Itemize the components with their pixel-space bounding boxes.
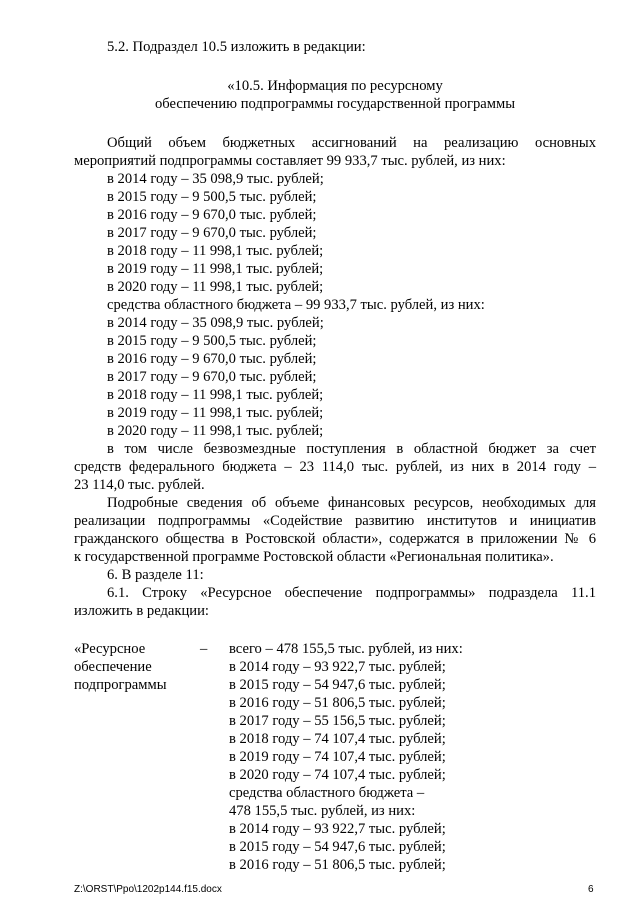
years2-item: в 2020 году – 11 998,1 тыс. рублей;	[107, 423, 324, 439]
table-value-line: в 2018 году – 74 107,4 тыс. рублей;	[229, 731, 446, 747]
table-value-line: в 2016 году – 51 806,5 тыс. рублей;	[229, 695, 446, 711]
table-value-line: в 2016 году – 51 806,5 тыс. рублей;	[229, 857, 446, 873]
years2-item: в 2018 году – 11 998,1 тыс. рублей;	[107, 387, 324, 403]
years2-item: в 2015 году – 9 500,5 тыс. рублей;	[107, 333, 317, 349]
years1-item: в 2018 году – 11 998,1 тыс. рублей;	[107, 243, 324, 259]
table-value-line: всего – 478 155,5 тыс. рублей, из них:	[229, 641, 463, 657]
section6-heading: 6. В разделе 11:	[107, 567, 204, 583]
table-value-line: в 2015 году – 54 947,6 тыс. рублей;	[229, 677, 446, 693]
section61-line-1: 6.1. Строку «Ресурсное обеспечение подпрограммы» подраздела 11.1	[107, 585, 596, 601]
oblast-intro: средства областного бюджета – 99 933,7 тыс. рублей, из них:	[107, 297, 485, 313]
para1-line-2: мероприятий подпрограммы составляет 99 933,7 тыс. рублей, из них:	[74, 153, 506, 169]
details-line-3: гражданского общества в Ростовской области», содержатся в приложении № 6	[74, 531, 596, 547]
table-label-line: подпрограммы	[74, 677, 167, 693]
table-value-line: в 2014 году – 93 922,7 тыс. рублей;	[229, 659, 446, 675]
table-label-line: «Ресурсное	[74, 641, 146, 657]
years1-item: в 2017 году – 9 670,0 тыс. рублей;	[107, 225, 317, 241]
years1-item: в 2019 году – 11 998,1 тыс. рублей;	[107, 261, 324, 277]
table-value-line: 478 155,5 тыс. рублей, из них:	[229, 803, 416, 819]
details-line-1: Подробные сведения об объеме финансовых ресурсов, необходимых для	[107, 495, 596, 511]
table-value-line: в 2014 году – 93 922,7 тыс. рублей;	[229, 821, 446, 837]
section-title-line-1: «10.5. Информация по ресурсному	[227, 78, 443, 94]
heading: 5.2. Подраздел 10.5 изложить в редакции:	[107, 39, 366, 55]
footer-file-path: Z:\ORST\Ppo\1202p144.f15.docx	[74, 884, 222, 895]
table-value-line: в 2017 году – 55 156,5 тыс. рублей;	[229, 713, 446, 729]
details-line-2: реализации подпрограммы «Содействие развитию институтов и инициатив	[74, 513, 596, 529]
years1-item: в 2020 году – 11 998,1 тыс. рублей;	[107, 279, 324, 295]
years1-item: в 2015 году – 9 500,5 тыс. рублей;	[107, 189, 317, 205]
table-label-line: обеспечение	[74, 659, 152, 675]
section61-line-2: изложить в редакции:	[74, 603, 209, 619]
table-dash: –	[200, 641, 208, 657]
years2-item: в 2014 году – 35 098,9 тыс. рублей;	[107, 315, 324, 331]
section-title-line-2: обеспечению подпрограммы государственной программы	[154, 96, 516, 112]
table-value-line: в 2015 году – 54 947,6 тыс. рублей;	[229, 839, 446, 855]
federal-line-1: в том числе безвозмездные поступления в областной бюджет за счет	[107, 441, 596, 457]
para1-line-1: Общий объем бюджетных ассигнований на реализацию основных	[107, 135, 596, 151]
table-value-line: средства областного бюджета –	[229, 785, 425, 801]
federal-line-2: средств федерального бюджета – 23 114,0 тыс. рублей, из них в 2014 году –	[74, 459, 596, 475]
details-line-4: к государственной программе Ростовской области «Региональная политика».	[74, 549, 554, 565]
years1-item: в 2014 году – 35 098,9 тыс. рублей;	[107, 171, 324, 187]
table-value-line: в 2019 году – 74 107,4 тыс. рублей;	[229, 749, 446, 765]
page-number: 6	[588, 884, 594, 895]
federal-line-3: 23 114,0 тыс. рублей.	[74, 477, 205, 493]
years2-item: в 2019 году – 11 998,1 тыс. рублей;	[107, 405, 324, 421]
years1-item: в 2016 году – 9 670,0 тыс. рублей;	[107, 207, 317, 223]
table-value-line: в 2020 году – 74 107,4 тыс. рублей;	[229, 767, 446, 783]
years2-item: в 2016 году – 9 670,0 тыс. рублей;	[107, 351, 317, 367]
years2-item: в 2017 году – 9 670,0 тыс. рублей;	[107, 369, 317, 385]
